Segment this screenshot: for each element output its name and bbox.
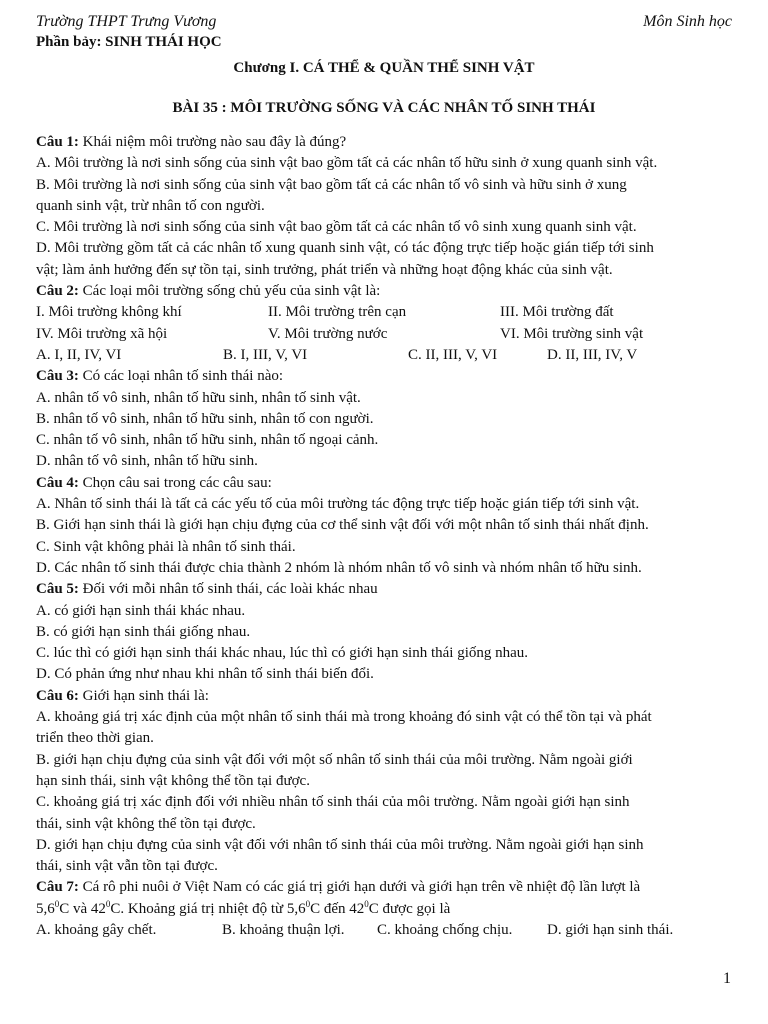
question-text: Đối với mỗi nhân tố sinh thái, các loài khác nhau	[78, 581, 378, 598]
question-text: Giới hạn sinh thái là:	[78, 687, 209, 704]
option-c-cont: thái, sinh vật không thể tồn tại được.	[36, 815, 256, 832]
chapter-title: Chương I. CÁ THỂ & QUẦN THỂ SINH VẬT	[233, 60, 535, 76]
text-part: C. Khoảng giá trị nhiệt độ từ 5,6	[110, 900, 306, 917]
question-text: Chọn câu sai trong các câu sau:	[78, 474, 272, 491]
option-d: D. Môi trường gồm tất cả các nhân tố xung quanh sinh vật, có tác động trực tiếp hoặc gián tiếp tới sinh	[36, 240, 654, 257]
answer-row	[36, 345, 732, 366]
option-b: B. Giới hạn sinh thái là giới hạn chịu đựng của cơ thể sinh vật đối với một nhân tố sinh thái nhất định.	[36, 517, 649, 534]
question-text: Cá rô phi nuôi ở Việt Nam có các giá trị giới hạn dưới và giới hạn trên về nhiệt độ lần lượt là	[78, 879, 641, 896]
option-a: A. có giới hạn sinh thái khác nhau.	[36, 602, 246, 619]
option-d: D. giới hạn chịu đựng của sinh vật đối với nhân tố sinh thái của môi trường. Nằm ngoài giới hạn sinh	[36, 836, 644, 853]
option-b: B. có giới hạn sinh thái giống nhau.	[36, 623, 251, 640]
question-2	[36, 281, 732, 302]
environment-v: V. Môi trường nước	[268, 325, 388, 342]
option-c: C. khoảng giá trị xác định đối với nhiều nhân tố sinh thái của môi trường. Nằm ngoài giới hạn sinh	[36, 794, 630, 811]
option-a: A. Nhân tố sinh thái là tất cả các yếu tố của môi trường tác động trực tiếp hoặc gián tiếp tới sinh vật.	[36, 496, 640, 513]
option-a-cont: triển theo thời gian.	[36, 730, 154, 747]
option-d: D. Các nhân tố sinh thái được chia thành 2 nhóm là nhóm nhân tố vô sinh và nhóm nhân tố hữu sinh.	[36, 559, 642, 576]
degree-mark: 0	[54, 898, 60, 909]
option-a: A. khoảng gây chết.	[36, 921, 157, 938]
question-1	[36, 132, 732, 153]
question-label: Câu 7:	[36, 879, 79, 896]
option-d-cont: vật; làm ảnh hưởng đến sự tồn tại, sinh trưởng, phát triển và những hoạt động khác của sinh vật.	[36, 261, 613, 278]
document-page	[36, 12, 732, 941]
option-d: D. giới hạn sinh thái.	[547, 921, 674, 938]
option-c: C. lúc thì có giới hạn sinh thái khác nhau, lúc thì có giới hạn sinh thái giống nhau.	[36, 645, 529, 662]
page-number: 1	[723, 970, 731, 987]
option-d: D. nhân tố vô sinh, nhân tố hữu sinh.	[36, 453, 258, 470]
question-label: Câu 1:	[36, 134, 79, 150]
option-b: B. giới hạn chịu đựng của sinh vật đối với một số nhân tố sinh thái của môi trường. Nằm ngoài giới	[36, 751, 633, 768]
option-a: A. I, II, IV, VI	[36, 346, 122, 363]
question-text: Có các loại nhân tố sinh thái nào:	[78, 368, 284, 385]
temp-low: 5,6	[36, 900, 55, 917]
option-a: A. khoảng giá trị xác định của một nhân tố sinh thái mà trong khoảng đó sinh vật có thể tồn tại và phát	[36, 709, 652, 726]
question-label: Câu 3:	[36, 368, 79, 385]
school-name: Trường THPT Trưng Vương	[36, 13, 217, 30]
option-b-cont: quanh sinh vật, trừ nhân tố con người.	[36, 197, 265, 214]
environment-i: I. Môi trường không khí	[36, 304, 182, 321]
option-b: B. I, III, V, VI	[223, 346, 308, 363]
question-text: Khái niệm môi trường nào sau đây là đúng?	[78, 134, 347, 150]
environment-vi: VI. Môi trường sinh vật	[500, 325, 644, 342]
option-c: C. II, III, V, VI	[408, 346, 498, 363]
part-title: Phần bảy: SINH THÁI HỌC	[36, 34, 222, 50]
question-5	[36, 579, 732, 600]
text-part: C đến 42	[310, 900, 365, 917]
text-part: C được gọi là	[368, 900, 451, 917]
option-a: A. nhân tố vô sinh, nhân tố hữu sinh, nhân tố sinh vật.	[36, 389, 361, 406]
option-d-cont: thái, sinh vật vẫn tồn tại được.	[36, 858, 218, 875]
page-header	[36, 12, 732, 32]
option-c: C. nhân tố vô sinh, nhân tố hữu sinh, nhân tố ngoại cảnh.	[36, 432, 379, 449]
question-text: Các loại môi trường sống chủ yếu của sinh vật là:	[78, 283, 381, 300]
degree-mark: 0	[364, 898, 369, 909]
option-b: B. Môi trường là nơi sinh sống của sinh vật bao gồm tất cả các nhân tố vô sinh và hữu sinh ở xung	[36, 176, 627, 193]
option-b-cont: hạn sinh thái, sinh vật không thể tồn tại được.	[36, 772, 310, 789]
environment-ii: II. Môi trường trên cạn	[268, 304, 407, 321]
question-4	[36, 473, 732, 494]
subject-name: Môn Sinh học	[643, 13, 732, 30]
option-a: A. Môi trường là nơi sinh sống của sinh vật bao gồm tất cả các nhân tố hữu sinh ở xung quanh sinh vật.	[36, 155, 658, 172]
question-7-cont	[36, 899, 732, 920]
question-label: Câu 5:	[36, 581, 79, 598]
degree-mark: 0	[305, 898, 311, 909]
question-label: Câu 6:	[36, 687, 79, 704]
option-c: C. Sinh vật không phải là nhân tố sinh thái.	[36, 538, 296, 555]
option-d: D. Có phản ứng như nhau khi nhân tố sinh thái biến đổi.	[36, 666, 374, 683]
degree-mark: 0	[105, 898, 111, 909]
option-b: B. khoảng thuận lợi.	[222, 921, 345, 938]
question-3	[36, 366, 732, 387]
question-7	[36, 877, 732, 898]
environment-list-row-1	[36, 302, 732, 323]
lesson-title: BÀI 35 : MÔI TRƯỜNG SỐNG VÀ CÁC NHÂN TỐ SINH THÁI	[172, 100, 596, 116]
environment-list-row-2	[36, 324, 732, 345]
environment-iii: III. Môi trường đất	[500, 304, 614, 321]
option-c: C. Môi trường là nơi sinh sống của sinh vật bao gồm tất cả các nhân tố vô sinh xung quanh sinh vật.	[36, 219, 637, 236]
environment-iv: IV. Môi trường xã hội	[36, 325, 168, 342]
answer-row	[36, 920, 732, 941]
text-part: C và 42	[59, 900, 106, 917]
question-label: Câu 2:	[36, 283, 79, 300]
question-6	[36, 686, 732, 707]
question-label: Câu 4:	[36, 474, 79, 491]
option-d: D. II, III, IV, V	[547, 346, 638, 363]
option-b: B. nhân tố vô sinh, nhân tố hữu sinh, nhân tố con người.	[36, 410, 374, 427]
option-c: C. khoảng chống chịu.	[377, 921, 513, 938]
